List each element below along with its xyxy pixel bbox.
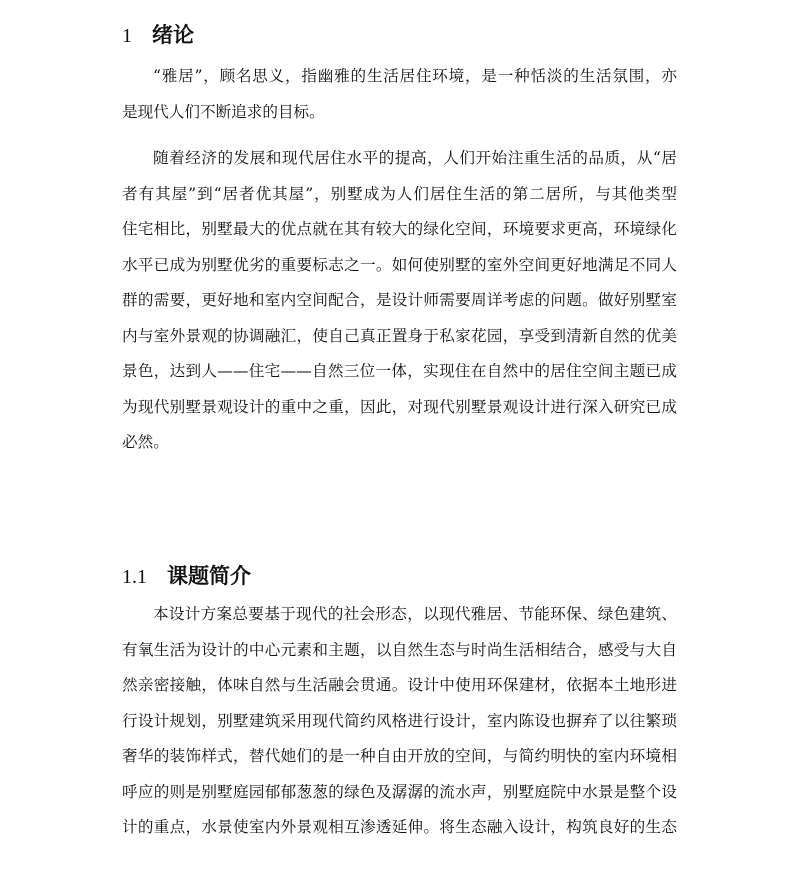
paragraph-line: 本设计方案总要基于现代的社会形态，以现代雅居、节能环保、绿色建筑、 xyxy=(153,605,677,623)
paragraph-line: 行设计规划，别墅建筑采用现代简约风格进行设计，室内陈设也摒弃了以往繁琐 xyxy=(122,711,677,730)
section-title: 绪论 xyxy=(152,23,194,47)
paragraph-line: 内与室外景观的协调融汇，使自己真正置身于私家花园，享受到清新自然的优美 xyxy=(122,326,677,345)
paragraph-line: 必然。 xyxy=(122,433,169,451)
subsection-number: 1.1 xyxy=(122,566,147,588)
paragraph-line: 奢华的装饰样式，替代她们的是一种自由开放的空间，与简约明快的室内环境相 xyxy=(122,747,677,765)
paragraph xyxy=(122,59,677,130)
paragraph-line: 呼应的则是别墅庭园郁郁葱葱的绿色及潺潺的流水声，别墅庭院中水景是整个设 xyxy=(122,782,677,801)
paragraph-line: 群的需要，更好地和室内空间配合，是设计师需要周详考虑的问题。做好别墅室 xyxy=(122,291,677,309)
paragraph-line: 计的重点，水景使室内外景观相互渗透延伸。将生态融入设计，构筑良好的生态 xyxy=(122,818,677,836)
section-heading xyxy=(122,20,194,51)
paragraph-line: 住宅相比，别墅最大的优点就在其有较大的绿化空间，环境要求更高，环境绿化 xyxy=(122,220,677,238)
paragraph-line: 为现代别墅景观设计的重中之重，因此，对现代别墅景观设计进行深入研究已成 xyxy=(122,397,677,416)
paragraph-line: 有氧生活为设计的中心元素和主题，以自然生态与时尚生活相结合，感受与大自 xyxy=(122,640,677,659)
paragraph-line: 者有其屋”到“居者优其屋”，别墅成为人们居住生活的第二居所，与其他类型 xyxy=(122,184,677,203)
subsection-title: 课题简介 xyxy=(167,564,251,588)
paragraph xyxy=(122,141,677,461)
paragraph-line: 水平已成为别墅优劣的重要标志之一。如何使别墅的室外空间更好地满足不同人 xyxy=(122,255,677,274)
paragraph-line: 是现代人们不断追求的目标。 xyxy=(122,102,325,121)
subsection-heading xyxy=(122,561,251,592)
section-number: 1 xyxy=(122,25,132,47)
paragraph-line: 随着经济的发展和现代居住水平的提高，人们开始注重生活的品质，从“居 xyxy=(153,149,677,167)
paragraph-line: 然亲密接触，体味自然与生活融会贯通。设计中使用环保建材，依据本土地形进 xyxy=(122,676,677,694)
paragraph xyxy=(122,597,677,846)
paragraph-line: “雅居”，顾名思义，指幽雅的生活居住环境，是一种恬淡的生活氛围，亦 xyxy=(153,67,677,85)
paragraph-line: 景色，达到人——住宅——自然三位一体，实现住在自然中的居住空间主题已成 xyxy=(122,362,677,380)
